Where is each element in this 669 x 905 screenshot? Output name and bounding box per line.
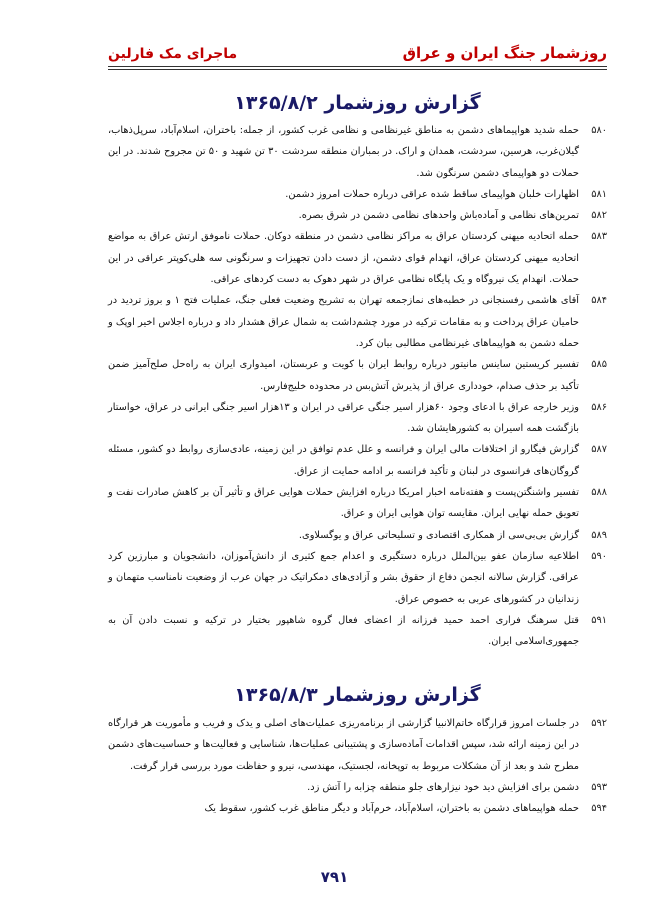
entry-number: ۵۸۲ <box>591 210 607 222</box>
entry-number: ۵۸۹ <box>591 529 607 541</box>
entry-text: حمله اتحادیه میهنی کردستان عراق به مراکز نظامی دشمن در منطقه دوکان. حملات ناموفق ارتش عراق به مواضع اتحادیه میهنی کردستان عراق، انهدام قوای دشمن، از دست دادن تجهیزات و سرنگونی سه هلی‌کوپتر عراقی در این حملات. انهدام یک نیروگاه و یک پایگاه نظامی عراق در شهر دهوک به دست کردهای عراقی. <box>108 231 579 286</box>
entry-text: قتل سرهنگ فراری احمد حمید فرزانه از اعضای فعال گروه شاهپور بختیار در ترکیه و نسبت دادن آن به جمهوری‌اسلامی ایران. <box>108 614 579 648</box>
entry-590 <box>108 546 607 610</box>
entry-580 <box>108 120 607 184</box>
entry-text: اطلاعیه سازمان عفو بین‌الملل درباره دستگیری و اعدام جمع کثیری از دانش‌آموزان، دانشجویان و مبارزین کرد عراقی. گزارش سالانه انجمن دفاع از حقوق بشر و آزادی‌های دمکراتیک در جهان عرب از وضعیت نامناسب متهمان و زندانیان در کشورهای عربی به خصوص عراق. <box>108 550 579 605</box>
entry-number: ۵۹۳ <box>591 781 607 793</box>
entry-582 <box>108 205 607 226</box>
entry-593 <box>108 777 607 798</box>
entry-number: ۵۸۴ <box>591 295 607 307</box>
entry-586 <box>108 397 607 440</box>
entry-585 <box>108 354 607 397</box>
entry-583 <box>108 226 607 290</box>
entry-text: حمله هواپیماهای دشمن به باختران، اسلام‌آباد، خرم‌آباد و دیگر مناطق غرب کشور، سقوط یک <box>204 803 579 815</box>
entry-number: ۵۸۶ <box>591 401 607 413</box>
entry-text: تمرین‌های نظامی و آماده‌باش واحدهای نظامی دشمن در شرق بصره. <box>298 210 579 222</box>
entry-588 <box>108 482 607 525</box>
entry-number: ۵۸۷ <box>591 444 607 456</box>
entry-text: گزارش فیگارو از اختلافات مالی ایران و فرانسه و علل عدم توافق در این زمینه، عادی‌سازی روابط دو کشور، مسئله گروگان‌های فرانسوی در لبنان و تأکید فرانسه بر ادامه حمایت از عراق. <box>108 444 579 477</box>
entry-591 <box>108 610 607 653</box>
header-rule <box>108 66 607 70</box>
entry-589 <box>108 525 607 546</box>
chapter-title: ماجرای مک فارلین <box>108 46 238 62</box>
section-title-2: گزارش روزشمار ۱۳۶۵/۸/۳ <box>234 684 481 706</box>
entry-text: در جلسات امروز قرارگاه خاتم‌الانبیا گزارشی از برنامه‌ریزی عملیات‌های اصلی و یدک و فریب و مأموریت هر قرارگاه در این زمینه ارائه شد، سپس اقدامات آماده‌سازی و پشتیبانی عملیات‌ها، شناسایی و فعالیت‌ها و حساسیت‌های دشمن مطرح شد و بعد از آن مشکلات مربوط به توپخانه، لجستیک، مهندسی، نیرو و حفاظت مورد بررسی قرار گرفت. <box>108 718 579 772</box>
entry-592 <box>108 713 607 777</box>
page-number: ۷۹۱ <box>320 868 349 886</box>
entry-number: ۵۹۴ <box>591 803 607 815</box>
entry-number: ۵۹۲ <box>591 718 607 729</box>
entry-text: تفسیر واشنگتن‌پست و هفته‌نامه اخبار امریکا درباره افزایش حملات هوایی عراق و تأثیر آن بر کاهش صادرات نفت و تعویق حمله نهایی ایران. مقایسه توان هوایی ایران و عراق. <box>108 487 579 520</box>
entry-number: ۵۹۱ <box>591 614 607 626</box>
entry-text: حمله شدید هواپیماهای دشمن به مناطق غیرنظامی و نظامی غرب کشور، از جمله: باختران، اسلام‌آباد، سرپل‌ذهاب، گیلان‌غرب، هرسین، سردشت، همدان و اراک. در بمباران منطقه سردشت ۳۰ تن شهید و ۵۰ تن مجروح شدند. در این حملات دو هواپیمای دشمن سرنگون شد. <box>108 125 580 179</box>
entry-number: ۵۸۳ <box>591 231 607 243</box>
entry-number: ۵۸۵ <box>591 359 607 371</box>
entry-581 <box>108 184 607 205</box>
entry-584 <box>108 290 607 354</box>
entry-587 <box>108 439 607 482</box>
section-title-1: گزارش روزشمار ۱۳۶۵/۸/۲ <box>234 92 481 114</box>
entry-text: گزارش بی‌بی‌سی از همکاری اقتصادی و تسلیحاتی عراق و یوگسلاوی. <box>298 529 579 541</box>
running-header <box>108 36 607 62</box>
section-1-entries <box>108 120 607 652</box>
entry-594 <box>108 798 607 819</box>
book-title: روزشمار جنگ ایران و عراق <box>402 44 607 62</box>
entry-number: ۵۸۸ <box>591 487 607 499</box>
section-2-entries <box>108 713 607 819</box>
entry-number: ۵۸۱ <box>591 188 607 200</box>
entry-number: ۵۸۰ <box>591 125 607 136</box>
entry-text: اظهارات خلبان هواپیمای ساقط شده عراقی درباره حملات امروز دشمن. <box>285 188 579 200</box>
entry-text: تفسیر کریستین ساینس مانیتور درباره روابط ایران با کویت و عربستان، امیدواری ایران به راه‌حل صلح‌آمیز ضمن تأکید بر حذف صدام، خودداری عراق از پذیرش آتش‌بس در محدوده خلیج‌فارس. <box>108 359 579 392</box>
entry-number: ۵۹۰ <box>591 550 607 562</box>
entry-text: آقای هاشمی رفسنجانی در خطبه‌های نمازجمعه تهران به تشریح وضعیت فعلی جنگ، عملیات فتح ۱ و بروز تردید در حامیان عراق پرداخت و به مقامات ترکیه در مورد چشم‌داشت به شمال عراق هشدار داد و درباره اجلاس اخیر اوپک و حمله دشمن به هواپیماهای غیرنظامی مطالبی بیان کرد. <box>108 295 579 349</box>
entry-text: وزیر خارجه عراق با ادعای وجود ۶۰هزار اسیر جنگی عراقی در ایران و ۱۳هزار اسیر جنگی ایرانی در عراق، خواستار بازگشت همه اسیران به کشورهایشان شد. <box>108 401 579 435</box>
entry-text: دشمن برای افزایش دید خود نیزارهای جلو منطقه چزابه را آتش زد. <box>307 781 579 793</box>
